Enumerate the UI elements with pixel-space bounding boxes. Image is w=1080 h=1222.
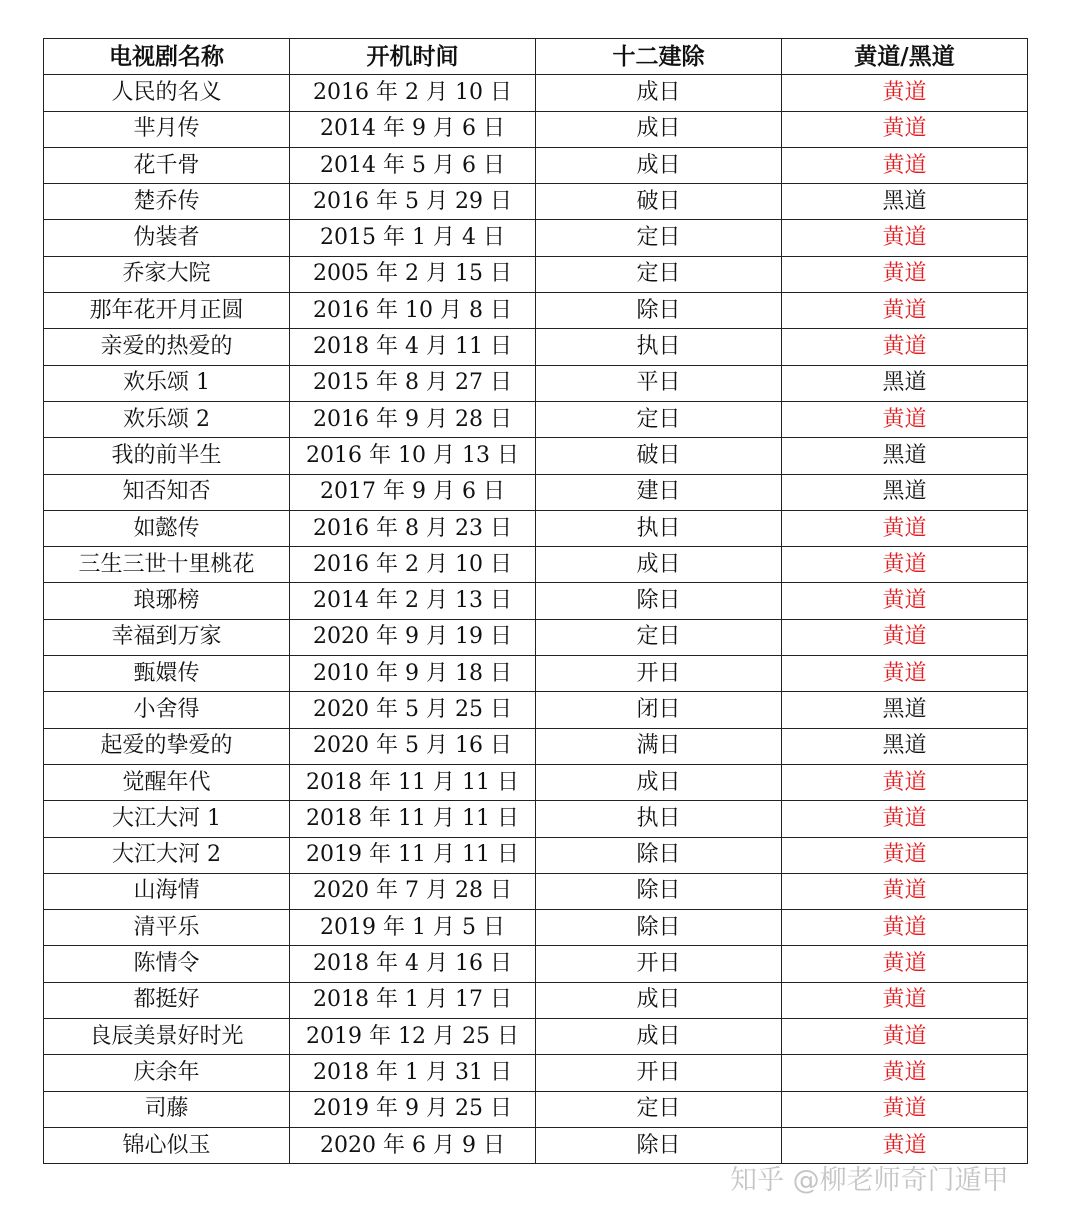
luck-cell: 黄道 [782,619,1028,655]
luck-cell: 黄道 [782,656,1028,692]
table-row [44,293,1028,329]
table-row [44,75,1028,111]
jianchu-cell: 除日 [536,1127,782,1163]
table-row [44,583,1028,619]
jianchu-cell: 满日 [536,728,782,764]
header-huangdao-heidao: 黄道/黑道 [782,39,1028,75]
start-date-cell: 2018 年 1 月 31 日 [290,1055,536,1091]
luck-cell: 黄道 [782,837,1028,873]
start-date-cell: 2016 年 10 月 8 日 [290,293,536,329]
drama-name-cell: 觉醒年代 [44,764,290,800]
luck-cell: 黄道 [782,910,1028,946]
table-row [44,873,1028,909]
drama-name-cell: 乔家大院 [44,256,290,292]
jianchu-cell: 执日 [536,801,782,837]
jianchu-cell: 开日 [536,946,782,982]
luck-cell: 黄道 [782,982,1028,1018]
drama-name-cell: 人民的名义 [44,75,290,111]
drama-name-cell: 花千骨 [44,147,290,183]
table-row [44,946,1028,982]
start-date-cell: 2005 年 2 月 15 日 [290,256,536,292]
header-jianchu: 十二建除 [536,39,782,75]
luck-cell: 黄道 [782,873,1028,909]
drama-start-date-table [43,38,1028,1164]
drama-name-cell: 我的前半生 [44,438,290,474]
zhihu-watermark: 知乎 @柳老师奇门遁甲 [730,1165,1009,1196]
start-date-cell: 2020 年 7 月 28 日 [290,873,536,909]
luck-cell: 黄道 [782,220,1028,256]
luck-cell: 黄道 [782,1127,1028,1163]
drama-name-cell: 清平乐 [44,910,290,946]
drama-name-cell: 甄嬛传 [44,656,290,692]
luck-cell: 黑道 [782,692,1028,728]
table-row [44,184,1028,220]
start-date-cell: 2015 年 1 月 4 日 [290,220,536,256]
luck-cell: 黄道 [782,256,1028,292]
jianchu-cell: 定日 [536,1091,782,1127]
luck-cell: 黄道 [782,801,1028,837]
drama-table-container [43,38,1028,1164]
jianchu-cell: 除日 [536,293,782,329]
drama-name-cell: 伪装者 [44,220,290,256]
jianchu-cell: 闭日 [536,692,782,728]
table-body [44,75,1028,1164]
drama-name-cell: 锦心似玉 [44,1127,290,1163]
table-row [44,474,1028,510]
table-row [44,1091,1028,1127]
start-date-cell: 2016 年 9 月 28 日 [290,401,536,437]
table-header-row [44,39,1028,75]
table-row [44,982,1028,1018]
jianchu-cell: 除日 [536,873,782,909]
drama-name-cell: 小舍得 [44,692,290,728]
drama-name-cell: 琅琊榜 [44,583,290,619]
jianchu-cell: 开日 [536,656,782,692]
jianchu-cell: 成日 [536,764,782,800]
start-date-cell: 2020 年 5 月 25 日 [290,692,536,728]
luck-cell: 黑道 [782,184,1028,220]
drama-name-cell: 亲爱的热爱的 [44,329,290,365]
drama-name-cell: 良辰美景好时光 [44,1019,290,1055]
luck-cell: 黑道 [782,728,1028,764]
table-row [44,510,1028,546]
drama-name-cell: 陈情令 [44,946,290,982]
jianchu-cell: 破日 [536,184,782,220]
drama-name-cell: 起爱的挚爱的 [44,728,290,764]
luck-cell: 黄道 [782,329,1028,365]
table-row [44,764,1028,800]
table-row [44,656,1028,692]
start-date-cell: 2018 年 11 月 11 日 [290,801,536,837]
drama-name-cell: 三生三世十里桃花 [44,547,290,583]
start-date-cell: 2016 年 8 月 23 日 [290,510,536,546]
table-row [44,1019,1028,1055]
start-date-cell: 2014 年 5 月 6 日 [290,147,536,183]
jianchu-cell: 执日 [536,510,782,546]
start-date-cell: 2017 年 9 月 6 日 [290,474,536,510]
drama-name-cell: 欢乐颂 2 [44,401,290,437]
start-date-cell: 2019 年 9 月 25 日 [290,1091,536,1127]
table-row [44,801,1028,837]
jianchu-cell: 定日 [536,619,782,655]
drama-name-cell: 如懿传 [44,510,290,546]
drama-name-cell: 楚乔传 [44,184,290,220]
start-date-cell: 2018 年 1 月 17 日 [290,982,536,1018]
jianchu-cell: 执日 [536,329,782,365]
table-row [44,547,1028,583]
jianchu-cell: 定日 [536,220,782,256]
drama-name-cell: 大江大河 2 [44,837,290,873]
table-row [44,329,1028,365]
start-date-cell: 2015 年 8 月 27 日 [290,365,536,401]
jianchu-cell: 平日 [536,365,782,401]
table-row [44,692,1028,728]
drama-name-cell: 那年花开月正圆 [44,293,290,329]
start-date-cell: 2014 年 9 月 6 日 [290,111,536,147]
start-date-cell: 2020 年 6 月 9 日 [290,1127,536,1163]
table-row [44,837,1028,873]
luck-cell: 黄道 [782,1091,1028,1127]
luck-cell: 黄道 [782,764,1028,800]
drama-name-cell: 幸福到万家 [44,619,290,655]
jianchu-cell: 成日 [536,75,782,111]
drama-name-cell: 都挺好 [44,982,290,1018]
luck-cell: 黄道 [782,946,1028,982]
header-start-date: 开机时间 [290,39,536,75]
start-date-cell: 2019 年 11 月 11 日 [290,837,536,873]
start-date-cell: 2016 年 2 月 10 日 [290,75,536,111]
header-drama-name: 电视剧名称 [44,39,290,75]
table-row [44,438,1028,474]
jianchu-cell: 成日 [536,982,782,1018]
drama-name-cell: 山海情 [44,873,290,909]
table-row [44,1055,1028,1091]
luck-cell: 黄道 [782,147,1028,183]
start-date-cell: 2018 年 4 月 16 日 [290,946,536,982]
table-row [44,220,1028,256]
start-date-cell: 2018 年 4 月 11 日 [290,329,536,365]
luck-cell: 黑道 [782,474,1028,510]
jianchu-cell: 定日 [536,401,782,437]
table-row [44,728,1028,764]
jianchu-cell: 定日 [536,256,782,292]
table-row [44,256,1028,292]
start-date-cell: 2016 年 10 月 13 日 [290,438,536,474]
jianchu-cell: 除日 [536,837,782,873]
jianchu-cell: 除日 [536,910,782,946]
start-date-cell: 2018 年 11 月 11 日 [290,764,536,800]
table-row [44,111,1028,147]
start-date-cell: 2019 年 12 月 25 日 [290,1019,536,1055]
jianchu-cell: 成日 [536,147,782,183]
start-date-cell: 2014 年 2 月 13 日 [290,583,536,619]
jianchu-cell: 成日 [536,547,782,583]
start-date-cell: 2020 年 5 月 16 日 [290,728,536,764]
luck-cell: 黄道 [782,111,1028,147]
drama-name-cell: 芈月传 [44,111,290,147]
drama-name-cell: 知否知否 [44,474,290,510]
luck-cell: 黄道 [782,510,1028,546]
luck-cell: 黄道 [782,547,1028,583]
drama-name-cell: 欢乐颂 1 [44,365,290,401]
jianchu-cell: 成日 [536,1019,782,1055]
luck-cell: 黄道 [782,293,1028,329]
jianchu-cell: 开日 [536,1055,782,1091]
drama-name-cell: 司藤 [44,1091,290,1127]
jianchu-cell: 除日 [536,583,782,619]
table-row [44,365,1028,401]
drama-name-cell: 庆余年 [44,1055,290,1091]
table-row [44,147,1028,183]
luck-cell: 黄道 [782,583,1028,619]
start-date-cell: 2016 年 2 月 10 日 [290,547,536,583]
luck-cell: 黄道 [782,75,1028,111]
luck-cell: 黑道 [782,365,1028,401]
jianchu-cell: 破日 [536,438,782,474]
table-row [44,910,1028,946]
luck-cell: 黄道 [782,1019,1028,1055]
drama-name-cell: 大江大河 1 [44,801,290,837]
luck-cell: 黑道 [782,438,1028,474]
table-row [44,619,1028,655]
start-date-cell: 2010 年 9 月 18 日 [290,656,536,692]
jianchu-cell: 成日 [536,111,782,147]
jianchu-cell: 建日 [536,474,782,510]
luck-cell: 黄道 [782,1055,1028,1091]
table-row [44,401,1028,437]
start-date-cell: 2016 年 5 月 29 日 [290,184,536,220]
start-date-cell: 2019 年 1 月 5 日 [290,910,536,946]
luck-cell: 黄道 [782,401,1028,437]
table-row [44,1127,1028,1163]
start-date-cell: 2020 年 9 月 19 日 [290,619,536,655]
